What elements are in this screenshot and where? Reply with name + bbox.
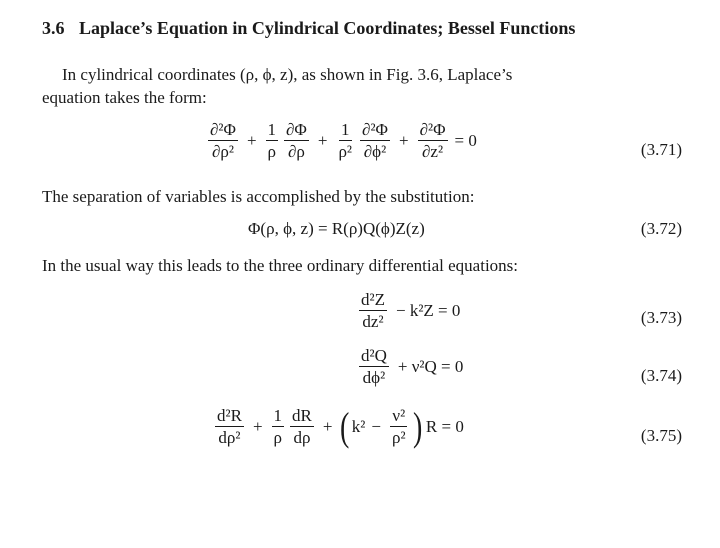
equation-number: (3.74) <box>640 366 682 385</box>
fraction <box>215 406 244 447</box>
fraction <box>290 406 314 447</box>
left-paren: ( <box>340 403 350 449</box>
fraction <box>359 290 387 331</box>
numerator: 1 <box>341 120 350 139</box>
fraction <box>390 406 408 447</box>
denominator: ∂ρ² <box>211 142 234 161</box>
denominator: ∂z² <box>422 142 444 161</box>
numerator: d²Z <box>361 290 385 309</box>
fraction <box>272 406 285 447</box>
section-title: Laplace’s Equation in Cylindrical Coordinates; Bessel Functions <box>79 18 576 38</box>
intro-line-1: In cylindrical coordinates (ρ, ϕ, z), as shown in Fig. 3.6, Laplace’s <box>62 65 513 84</box>
section-number: 3.6 <box>42 18 65 38</box>
numerator: d²R <box>217 406 242 425</box>
denominator: ρ <box>273 428 283 447</box>
numerator: ∂Φ <box>286 120 307 139</box>
equation-3-73 <box>356 290 460 331</box>
denominator: dρ² <box>218 428 241 447</box>
k-squared: k² <box>351 416 366 436</box>
denominator: dz² <box>362 312 384 331</box>
fraction <box>418 120 448 161</box>
equation-number: (3.73) <box>640 308 682 327</box>
section-heading <box>42 18 575 39</box>
equation-3-75 <box>212 403 464 449</box>
fraction <box>336 120 354 161</box>
numerator: ∂²Φ <box>210 120 236 139</box>
right-paren: ) <box>412 403 422 449</box>
denominator: dϕ² <box>362 368 386 387</box>
usual-way-sentence: In the usual way this leads to the three ordinary differential equations: <box>42 256 519 275</box>
equation-rest: − k²Z = 0 <box>395 300 461 320</box>
fraction <box>284 120 309 161</box>
separation-sentence: The separation of variables is accomplished by the substitution: <box>42 187 475 206</box>
equation-body: Φ(ρ, ϕ, z) = R(ρ)Q(ϕ)Z(z) <box>248 219 425 238</box>
equation-3-72 <box>248 219 425 239</box>
plus-sign: + <box>322 416 333 436</box>
fraction <box>360 120 390 161</box>
equation-number: (3.72) <box>640 219 682 238</box>
plus-sign: + <box>398 130 409 150</box>
fraction <box>208 120 238 161</box>
denominator: ∂ρ <box>288 142 305 161</box>
minus-sign: − <box>371 416 381 436</box>
fraction <box>359 346 389 387</box>
plus-sign: + <box>317 130 328 150</box>
numerator: d²Q <box>361 346 387 365</box>
equation-rhs: R = 0 <box>425 416 464 436</box>
plus-sign: + <box>252 416 263 436</box>
plus-sign: + <box>246 130 257 150</box>
equation-number: (3.71) <box>640 140 682 159</box>
numerator: dR <box>292 406 312 425</box>
denominator: ρ <box>267 142 277 161</box>
denominator: ∂ϕ² <box>363 142 387 161</box>
equation-number: (3.75) <box>640 426 682 445</box>
numerator: ν² <box>392 406 406 425</box>
numerator: ∂²Φ <box>362 120 388 139</box>
numerator: 1 <box>267 120 277 139</box>
equation-rest: + ν²Q = 0 <box>397 356 464 376</box>
denominator: ρ² <box>338 142 353 161</box>
denominator: dρ <box>293 428 311 447</box>
numerator: 1 <box>273 406 283 425</box>
equation-rhs: = 0 <box>454 130 477 150</box>
equation-3-74 <box>356 346 463 387</box>
fraction <box>266 120 279 161</box>
intro-line-2: equation takes the form: <box>42 88 207 107</box>
equation-3-71 <box>205 120 477 161</box>
denominator: ρ² <box>392 428 406 447</box>
numerator: ∂²Φ <box>419 120 446 139</box>
